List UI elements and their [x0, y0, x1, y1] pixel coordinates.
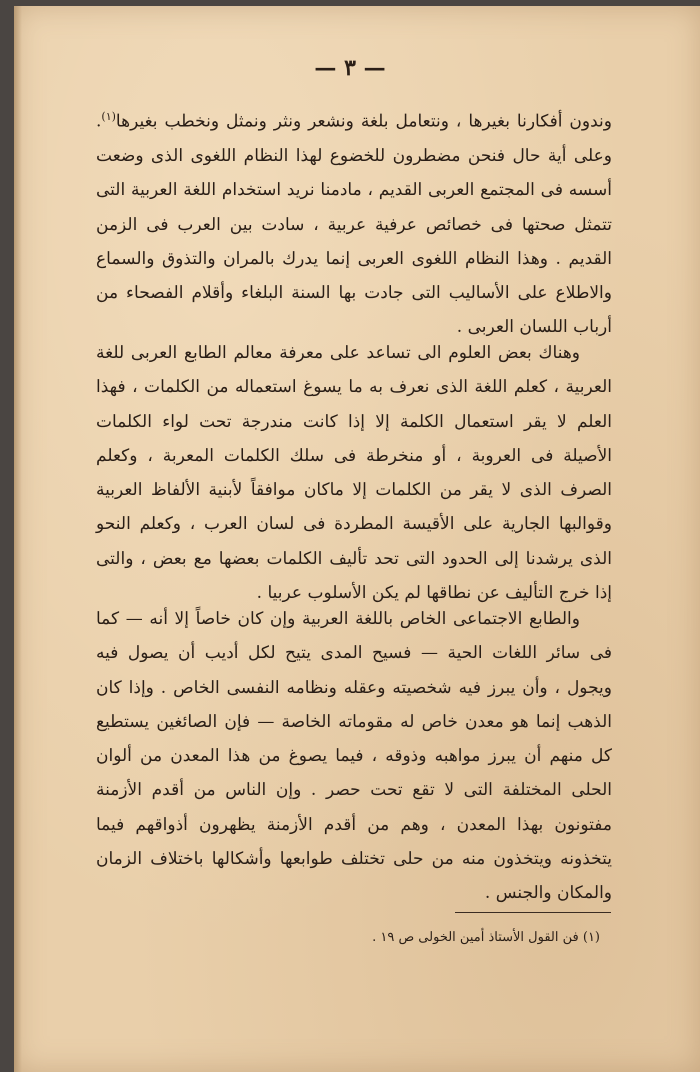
paragraph-2: وهناك بعض العلوم الى تساعد على معرفة معالم الطابع العربى للغة العربية ، كعلم اللغة الذى نعرف به ما يسوغ استعماله من الكلمات ، فهذا العلم لا يقر استعمال الكلمة إلا إذا كانت مندرجة تحت لواء الكلمات الأصيلة فى العروبة ، أو منخرطة فى سلك الكلمات المعربة ، وكعلم الصرف الذى لا يقر من الكلمات إلا ماكان موافقاً لأبنية الألفاظ العربية وقوالبها الجارية على الأقيسة المطردة فى لسان العرب ، وكعلم النحو الذى يرشدنا إلى الحدود التى تحد تأليف الكلمات بعضها مع بعض ، والتى إذا خرج التأليف عن نطاقها لم يكن الأسلوب عربيا .: [96, 343, 612, 604]
paragraph-1: [96, 100, 612, 345]
page-binding-edge: [14, 6, 22, 1072]
footnote-marker: (١): [101, 110, 116, 123]
paragraph-3: والطابع الاجتماعى الخاص باللغة العربية وإن كان خاصاً إلا أنه — كما فى سائر اللغات الحية — فسيح المدى يتيح لكل أديب أن يصول فيه ويجول ، وأن يبرز فيه شخصيته وعقله ونظامه النفسى الخاص . وإذا كان الذهب إنما هو معدن خاص له مقوماته الخاصة — فإن الصائغين يستطيع كل منهم أن يبرز مواهبه وذوقه ، فيما يصوغ من هذا المعدن من ألوان الحلى المختلفة التى لا تقع تحت حصر . وإن الناس من أقدم الأزمنة مفتونون بهذا المعدن ، وهم من أقدم الأزمنة يظهرون أذواقهم فيما يتخذونه ويتخذون منه من حلى تختلف طوابعها وأشكالها باختلاف الزمان والمكان والجنس .: [96, 609, 612, 904]
paragraph-1-continuation: . وعلى أية حال فنحن مضطرون للخضوع لهذا النظام اللغوى الذى وضعت أسسه فى المجتمع العربى القديم ، مادمنا نريد استخدام اللغة العربية التى تتمثل صحتها فى خصائص عرفية عربية ، سادت بين العرب فى الزمن القديم . وهذا النظام اللغوى العربى إنما يدرك بالمران والتذوق والسماع والاطلاع على الأساليب التى جادت بها السنة البلغاء وأقلام الفصحاء من أرباب اللسان العربى .: [96, 111, 612, 338]
page-number: — ٣ —: [314, 55, 386, 81]
footnote-divider: [455, 912, 611, 913]
footnote: (١) فن القول الأستاذ أمين الخولى ص ١٩ .: [372, 930, 600, 945]
paragraph-1-text: وندون أفكارنا بغيرها ، ونتعامل بلغة ونشعر ونثر ونمثل ونخطب بغيرها: [115, 111, 612, 132]
